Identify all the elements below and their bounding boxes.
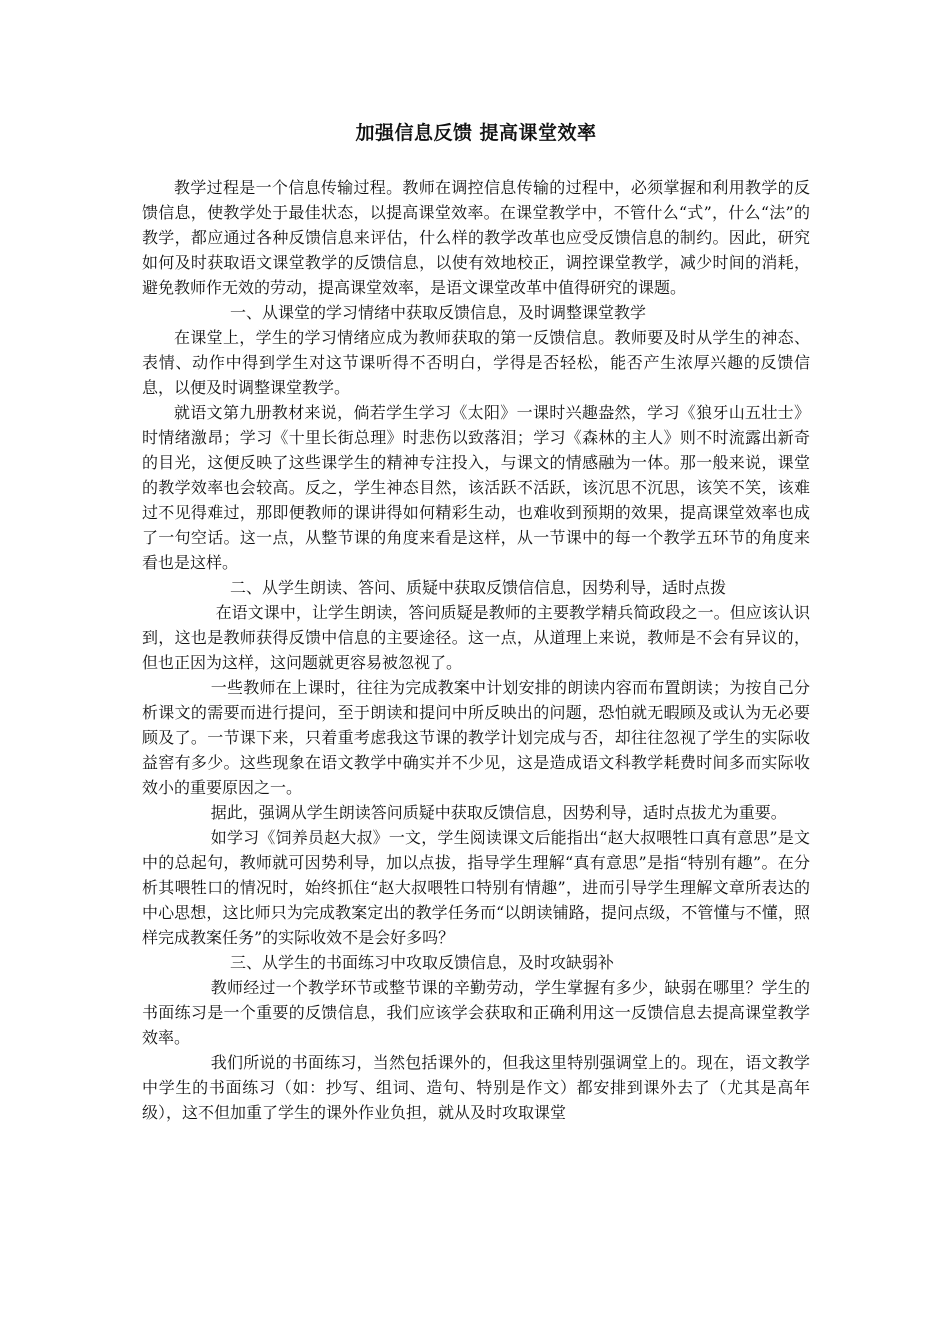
paragraph: 在课堂上，学生的学习情绪应成为教师获取的第一反馈信息。教师要及时从学生的神态、表情、动作中得到学生对这节课听得不否明白，学得是否轻松，能否产生浓厚兴趣的反馈信息，以便及时调整课堂教学。 [142,328,810,397]
paragraph: 一些教师在上课时，往往为完成教案中计划安排的朗读内容而布置朗读；为按自己分析课文的需要而进行提问，至于朗读和提问中所反映出的问题，恐怕就无暇顾及或认为无必要顾及了。一节课下来，只着重考虑我这节课的教学计划完成与否，却往往忽视了学生的实际收益窖有多少。这些现象在语文教学中确实并不少见，这是造成语文科教学耗费时间多而实际收效小的重要原因之一。 [142,678,810,797]
paragraph: 教学过程是一个信息传输过程。教师在调控信息传输的过程中，必须掌握和利用教学的反馈信息，使教学处于最佳状态，以提高课堂效率。在课堂教学中，不管什么“式”，什么“法”的教学，都应通过各种反馈信息来评估，什么样的教学改革也应受反馈信息的制约。因此，研究如何及时获取语文课堂教学的反馈信息，以使有效地校正，调控课堂教学，减少时间的消耗，避免教师作无效的劳动，提高课堂效率，是语文课堂改革中值得研究的课题。 [142,178,810,297]
document-page [142,118,810,1125]
paragraph: 在语文课中，让学生朗读，答问质疑是教师的主要教学精兵简政段之一。但应该认识到，这也是教师获得反馈中信息的主要途径。这一点，从道理上来说，教师是不会有异议的，但也正因为这样，这问题就更容易被忽视了。 [142,603,810,672]
paragraph: 据此，强调从学生朗读答问质疑中获取反馈信息，因势利导，适时点拔尤为重要。 [210,803,787,822]
paragraph: 如学习《饲养员赵大叔》一文，学生阅读课文后能指出“赵大叔喂牲口真有意思”是文中的总起句，教师就可因势利导，加以点拔，指导学生理解“真有意思”是指“特别有趣”。在分析其喂牲口的情况时，始终抓住“赵大叔喂牲口特别有情趣”，进而引导学生理解文章所表达的中心思想，这比师只为完成教案定出的教学任务而“以朗读铺路，提问点级，不管懂与不懂，照样完成教案任务”的实际收效不是会好多吗？ [142,828,810,947]
paragraph: 我们所说的书面练习，当然包括课外的，但我这里特别强调堂上的。现在，语文教学中学生的书面练习（如：抄写、组词、造句、特别是作文）都安排到课外去了（尤其是高年级），这不但加重了学生的课外作业负担，就从及时攻取课堂 [142,1053,810,1122]
paragraph: 教师经过一个教学环节或整节课的辛勤劳动，学生掌握有多少，缺弱在哪里？学生的书面练习是一个重要的反馈信息，我们应该学会获取和正确利用这一反馈信息去提高课堂教学效率。 [142,978,810,1047]
section-heading: 一、从课堂的学习情绪中获取反馈信息，及时调整课堂教学 [230,303,647,322]
paragraph: 就语文第九册教材来说，倘若学生学习《太阳》一课时兴趣盎然，学习《狼牙山五壮士》时情绪激昂；学习《十里长街总理》时悲伤以致落泪；学习《森林的主人》则不时流露出新奇的目光，这便反映了这些课学生的精神专注投入，与课文的情感融为一体。那一般来说，课堂的教学效率也会较高。反之，学生神态目然，该活跃不活跃，该沉思不沉思，该笑不笑，该难过不见得难过，那即便教师的课讲得如何精彩生动，也难收到预期的效果，提高课堂效率也成了一句空话。这一点，从整节课的角度来看是这样，从一节课中的每一个教学五环节的角度来看也是这样。 [142,403,810,572]
section-heading: 二、从学生朗读、答问、质疑中获取反馈信信息，因势利导，适时点拨 [230,578,727,597]
document-title: 加强信息反馈 提高课堂效率 [355,122,597,144]
document-body [142,175,810,1125]
section-heading: 三、从学生的书面练习中攻取反馈信息，及时攻缺弱补 [230,953,615,972]
